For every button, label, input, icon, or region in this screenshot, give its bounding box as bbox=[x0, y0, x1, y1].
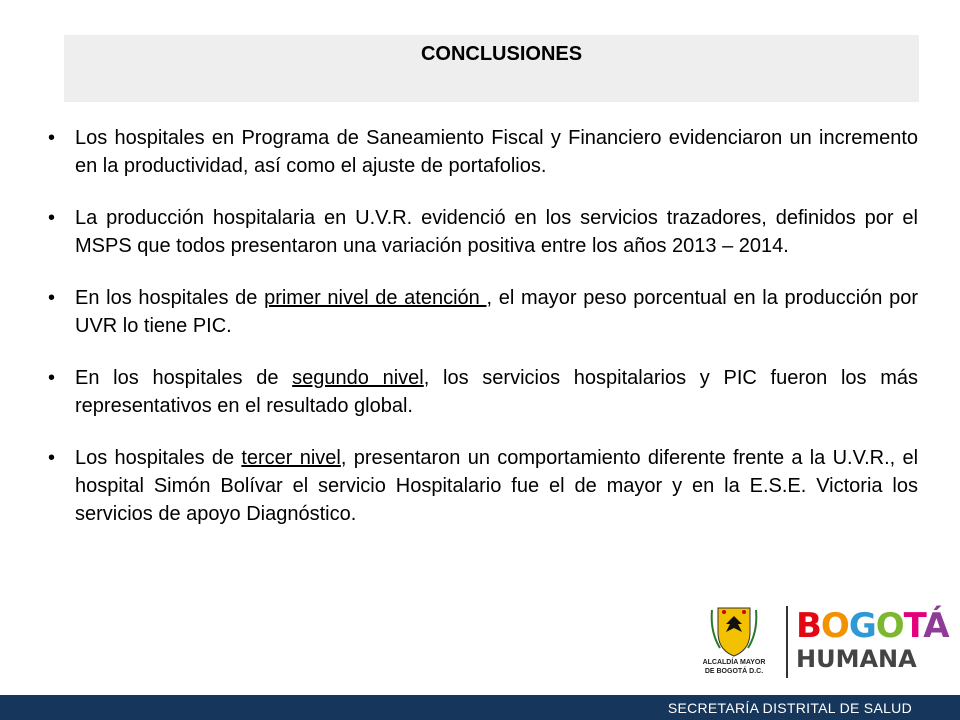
conclusions-list bbox=[48, 124, 918, 552]
brand-letter: B bbox=[796, 606, 821, 646]
brand-letter: Á bbox=[923, 606, 949, 646]
bullet-dot-icon: • bbox=[48, 207, 56, 229]
logo-divider bbox=[786, 606, 788, 678]
brand-letter: G bbox=[848, 606, 876, 646]
page-title: CONCLUSIONES bbox=[420, 43, 583, 65]
brand-letter: O bbox=[820, 606, 849, 646]
bullet-item bbox=[48, 204, 918, 260]
seal-caption-line1: ALCALDÍA MAYOR bbox=[702, 659, 766, 666]
bullet-dot-icon: • bbox=[48, 367, 56, 389]
logos bbox=[690, 602, 949, 684]
footer-bar bbox=[0, 695, 960, 720]
seal-caption bbox=[690, 658, 778, 676]
bogota-brand bbox=[796, 608, 949, 644]
underlined-text: tercer nivel bbox=[241, 447, 341, 469]
bullet-text: En los hospitales de bbox=[75, 367, 293, 389]
underlined-text: primer nivel de atención bbox=[264, 287, 487, 309]
footer-text: SECRETARÍA DISTRITAL DE SALUD bbox=[667, 700, 912, 716]
bullet-item bbox=[48, 364, 918, 420]
bullet-text: Los hospitales de bbox=[75, 447, 242, 469]
bullet-text: , el mayor peso porcentual en la producción por UVR lo tiene PIC. bbox=[75, 287, 918, 337]
bullet-text: , los servicios hospitalarios y PIC fueron los más representativos en el resultado global. bbox=[75, 367, 918, 417]
bullet-item bbox=[48, 444, 918, 528]
seal-caption-line2: DE BOGOTÁ D.C. bbox=[704, 668, 764, 675]
bullet-dot-icon: • bbox=[48, 447, 56, 469]
title-band bbox=[64, 35, 919, 102]
bullet-text: , presentaron un comportamiento diferente frente a la U.V.R., el hospital Simón Bolívar el servicio Hospitalario fue el de mayor y en la E.S.E. Victoria los servicios de apoyo Diagnóstico. bbox=[75, 447, 919, 525]
bullet-item bbox=[48, 124, 918, 180]
bullet-text: La producción hospitalaria en U.V.R. evidenció en los servicios trazadores, definidos por el MSPS que todos presentaron una variación positiva entre los años 2013 – 2014. bbox=[75, 207, 918, 257]
brand-letter: T bbox=[903, 606, 924, 646]
bullet-dot-icon: • bbox=[48, 287, 56, 309]
bullet-text: En los hospitales de bbox=[75, 287, 265, 309]
brand-letter: O bbox=[875, 606, 904, 646]
bullet-item bbox=[48, 284, 918, 340]
humana-brand: HUMANA bbox=[796, 645, 917, 673]
bullet-dot-icon: • bbox=[48, 127, 56, 149]
underlined-text: segundo nivel bbox=[292, 367, 424, 389]
bullet-text: Los hospitales en Programa de Saneamiento Fiscal y Financiero evidenciaron un incremento en la productividad, así como el ajuste de portafolios. bbox=[75, 127, 918, 177]
